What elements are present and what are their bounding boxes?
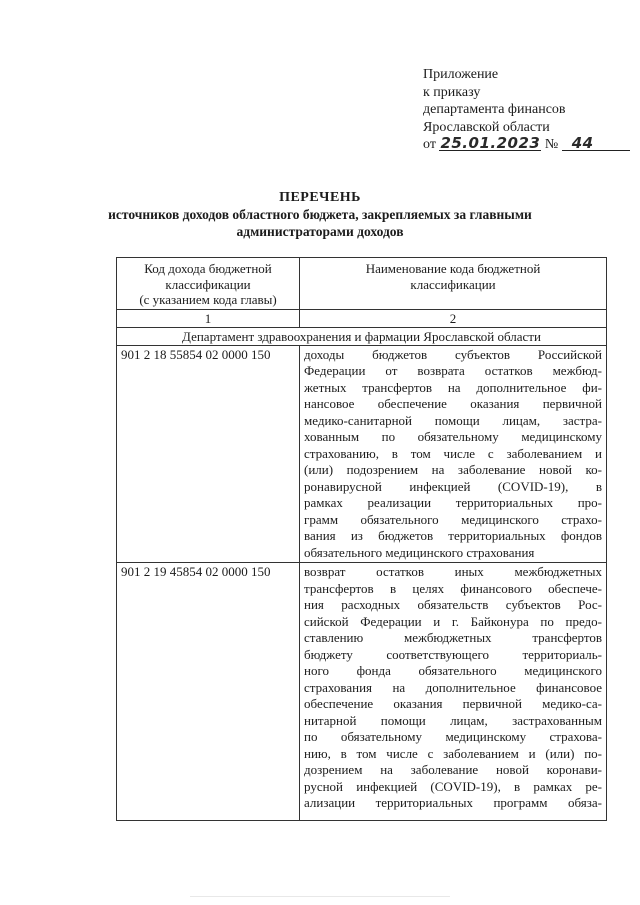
description-line: ного фонда обязательного медицинского	[304, 663, 602, 678]
description-line: по обязательному медицинскому страхова-	[304, 729, 602, 744]
income-description	[300, 345, 607, 563]
header-name	[300, 258, 607, 310]
description-line: нитарной помощи лицам, застрахованным	[304, 712, 602, 728]
income-code: 901 2 18 55854 02 0000 150	[117, 345, 300, 563]
column-number-row	[117, 309, 607, 327]
income-description	[300, 563, 607, 821]
group-row	[117, 327, 607, 345]
description-line: грамм обязательного медицинского страхо-	[304, 511, 602, 527]
description-line: медико-санитарной помощи лицам, застра-	[304, 412, 602, 428]
header-code	[117, 258, 300, 310]
description-line: нансовое обеспечение оказания первичной	[304, 396, 602, 411]
scan-artifact	[190, 896, 450, 897]
description-line: трансфертов в целях финансового обеспече-	[304, 580, 602, 596]
page-title: ПЕРЕЧЕНЬ	[279, 190, 361, 205]
description-line: сийской Федерации и г. Байконура по предо-	[304, 613, 602, 629]
description-line: возврат остатков иных межбюджетных	[304, 564, 602, 579]
group-title: Департамент здравоохранения и фармации Ярославской области	[117, 327, 607, 345]
description-line: Федерации от возврата остатков межбюд-	[304, 363, 602, 378]
description-line: жетных трансфертов на дополнительное фи-	[304, 379, 602, 395]
document-heading	[0, 190, 640, 240]
table-header-row	[117, 258, 607, 310]
description-line: ставлению межбюджетных трансфертов	[304, 630, 602, 645]
handwritten-date: 25.01.2023	[440, 134, 541, 153]
description-line: русной инфекцией (COVID-19), в рамках ре-	[304, 778, 602, 794]
description-line: страхования на дополнительное финансовое	[304, 679, 602, 695]
column-number: 1	[117, 309, 300, 327]
description-line: ния расходных обязательств субъектов Рос-	[304, 597, 602, 612]
description-line: доходы бюджетов субъектов Российской	[304, 346, 602, 362]
description-line: бюджету соответствующего территориаль-	[304, 646, 602, 662]
order-date-number	[423, 136, 630, 154]
appendix-line: Ярославской области	[423, 119, 550, 135]
description-line: нию, в том числе с заболеванием и (или) по-	[304, 745, 602, 761]
description-line: обеспечение оказания первичной медико-са-	[304, 696, 602, 711]
income-code: 901 2 19 45854 02 0000 150	[117, 563, 300, 821]
description-clip	[304, 564, 602, 819]
appendix-line: Приложение	[423, 67, 499, 82]
subtitle-line: источников доходов областного бюджета, закрепляемых за главными	[108, 207, 532, 222]
header-code-line: (с указанием кода главы)	[139, 292, 277, 307]
column-number: 2	[300, 309, 607, 327]
appendix-line: к приказу	[423, 84, 481, 100]
description-line: (или) подозрением на заболевание новой ко-	[304, 462, 602, 477]
description-line: ронавирусной инфекцией (COVID-19), в	[304, 478, 602, 494]
description-line: обязательного медицинского страхования	[304, 544, 535, 560]
header-name-line: Наименование кода бюджетной	[365, 261, 541, 276]
description-line: страхованию, в том числе с заболеванием и	[304, 445, 602, 461]
income-sources-table	[116, 257, 607, 821]
description-line: ализации территориальных программ обяза-	[304, 795, 602, 810]
header-code-line: Код дохода бюджетной	[144, 261, 272, 276]
description-line: дозрением на заболевание новой коронави-	[304, 762, 602, 777]
header-code-line: классификации	[165, 276, 251, 292]
appendix-block	[423, 66, 630, 154]
table-row	[117, 345, 607, 563]
appendix-line: департамента финансов	[423, 102, 566, 118]
description-line: вания из бюджетов территориальных фондов	[304, 528, 602, 543]
description-line: рамках реализации территориальных про-	[304, 495, 602, 510]
description-line: хованным по обязательному медицинскому	[304, 429, 602, 444]
header-name-line: классификации	[410, 276, 496, 292]
date-prefix: от	[423, 137, 436, 153]
table-row	[117, 563, 607, 821]
handwritten-number: 44	[562, 136, 630, 151]
subtitle-line: администраторами доходов	[236, 224, 404, 239]
number-prefix: №	[544, 137, 559, 153]
